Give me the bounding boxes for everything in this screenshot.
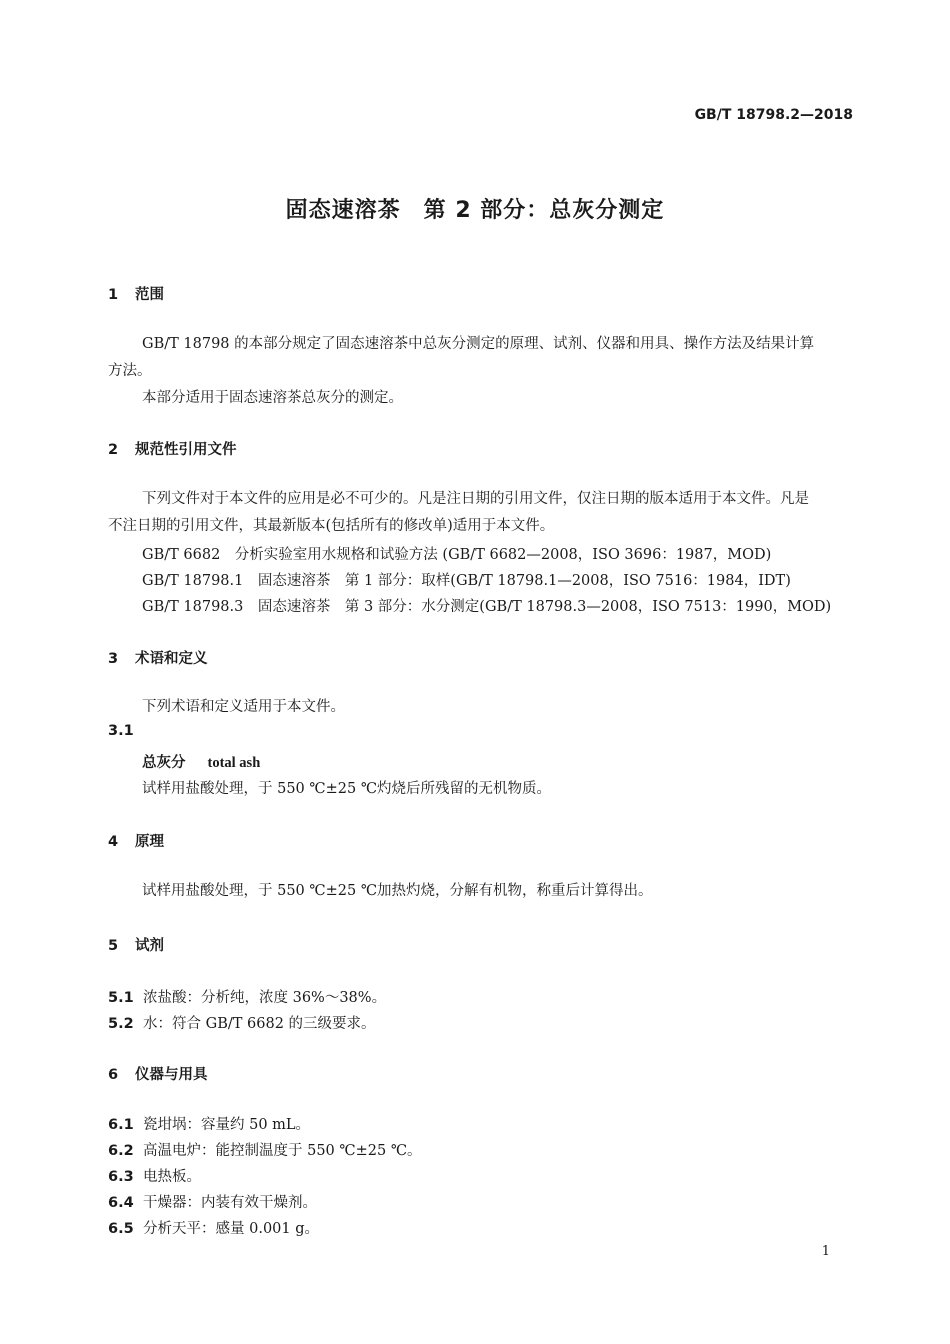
item-number: 6.5: [108, 1221, 134, 1237]
section-title: 原理: [135, 834, 164, 850]
normative-reference: GB/T 18798.3 固态速溶茶 第 3 部分：水分测定(GB/T 18798.3—2008，ISO 7513：1990，MOD): [142, 599, 832, 615]
section-6-heading: [108, 1063, 208, 1084]
item-number: 6.3: [108, 1169, 134, 1185]
section-number: 4: [108, 834, 119, 850]
term-entry: [142, 751, 260, 772]
normative-reference: GB/T 6682 分析实验室用水规格和试验方法 (GB/T 6682—2008，ISO 3696：1987，MOD): [142, 547, 772, 563]
section-1-heading: [108, 283, 164, 304]
section-number: 2: [108, 442, 119, 458]
section-1-paragraph-1: GB/T 18798 的本部分规定了固态速溶茶中总灰分测定的原理、试剂、仪器和用具、操作方法及结果计算方法。: [108, 336, 815, 379]
document-title: 固态速溶茶 第 2 部分：总灰分测定: [285, 198, 665, 223]
item-number: 5.1: [108, 990, 134, 1006]
section-title: 范围: [135, 287, 164, 303]
section-number: 1: [108, 287, 119, 303]
item-number: 5.2: [108, 1016, 134, 1032]
section-title: 仪器与用具: [135, 1067, 208, 1083]
item-number: 6.4: [108, 1195, 134, 1211]
section-title: 术语和定义: [135, 651, 208, 667]
list-item: [108, 1139, 422, 1160]
section-4-paragraph-1: 试样用盐酸处理，于 550 ℃±25 ℃加热灼烧，分解有机物，称重后计算得出。: [142, 883, 653, 899]
item-text: 电热板。: [143, 1169, 201, 1185]
item-text: 瓷坩埚：容量约 50 mL。: [143, 1117, 311, 1133]
term-name-zh: 总灰分: [142, 755, 186, 771]
item-text: 高温电炉：能控制温度于 550 ℃±25 ℃。: [143, 1143, 422, 1159]
item-number: 6.1: [108, 1117, 134, 1133]
section-5-heading: [108, 934, 164, 955]
section-2-heading: [108, 438, 237, 459]
item-text: 分析天平：感量 0.001 g。: [143, 1221, 320, 1237]
normative-reference: GB/T 18798.1 固态速溶茶 第 1 部分：取样(GB/T 18798.1—2008，ISO 7516：1984，IDT): [142, 573, 791, 589]
list-item: [108, 1191, 317, 1212]
section-number: 6: [108, 1067, 119, 1083]
list-item: [108, 1165, 201, 1186]
term-definition: 试样用盐酸处理，于 550 ℃±25 ℃灼烧后所残留的无机物质。: [142, 781, 552, 797]
term-name-en: total ash: [207, 755, 261, 771]
list-item: [108, 1113, 310, 1134]
list-item: [108, 986, 386, 1007]
list-item: [108, 1217, 319, 1238]
page-number: 1: [821, 1244, 830, 1259]
standard-number: GB/T 18798.2—2018: [694, 107, 853, 123]
list-item: [108, 1012, 376, 1033]
item-text: 干燥器：内装有效干燥剂。: [143, 1195, 317, 1211]
item-text: 浓盐酸：分析纯，浓度 36%～38%。: [143, 990, 387, 1006]
section-1-paragraph-2: 本部分适用于固态速溶茶总灰分的测定。: [142, 390, 403, 406]
section-4-heading: [108, 830, 164, 851]
subclause-number: 3.1: [108, 723, 134, 739]
section-2-paragraph-1: 下列文件对于本文件的应用是必不可少的。凡是注日期的引用文件，仅注日期的版本适用于本文件。凡是不注日期的引用文件，其最新版本(包括所有的修改单)适用于本文件。: [108, 491, 809, 534]
item-text: 水：符合 GB/T 6682 的三级要求。: [143, 1016, 376, 1032]
section-number: 3: [108, 651, 119, 667]
item-number: 6.2: [108, 1143, 134, 1159]
section-3-heading: [108, 647, 208, 668]
section-title: 试剂: [135, 938, 164, 954]
section-number: 5: [108, 938, 119, 954]
section-title: 规范性引用文件: [135, 442, 237, 458]
section-3-paragraph-1: 下列术语和定义适用于本文件。: [142, 699, 345, 715]
